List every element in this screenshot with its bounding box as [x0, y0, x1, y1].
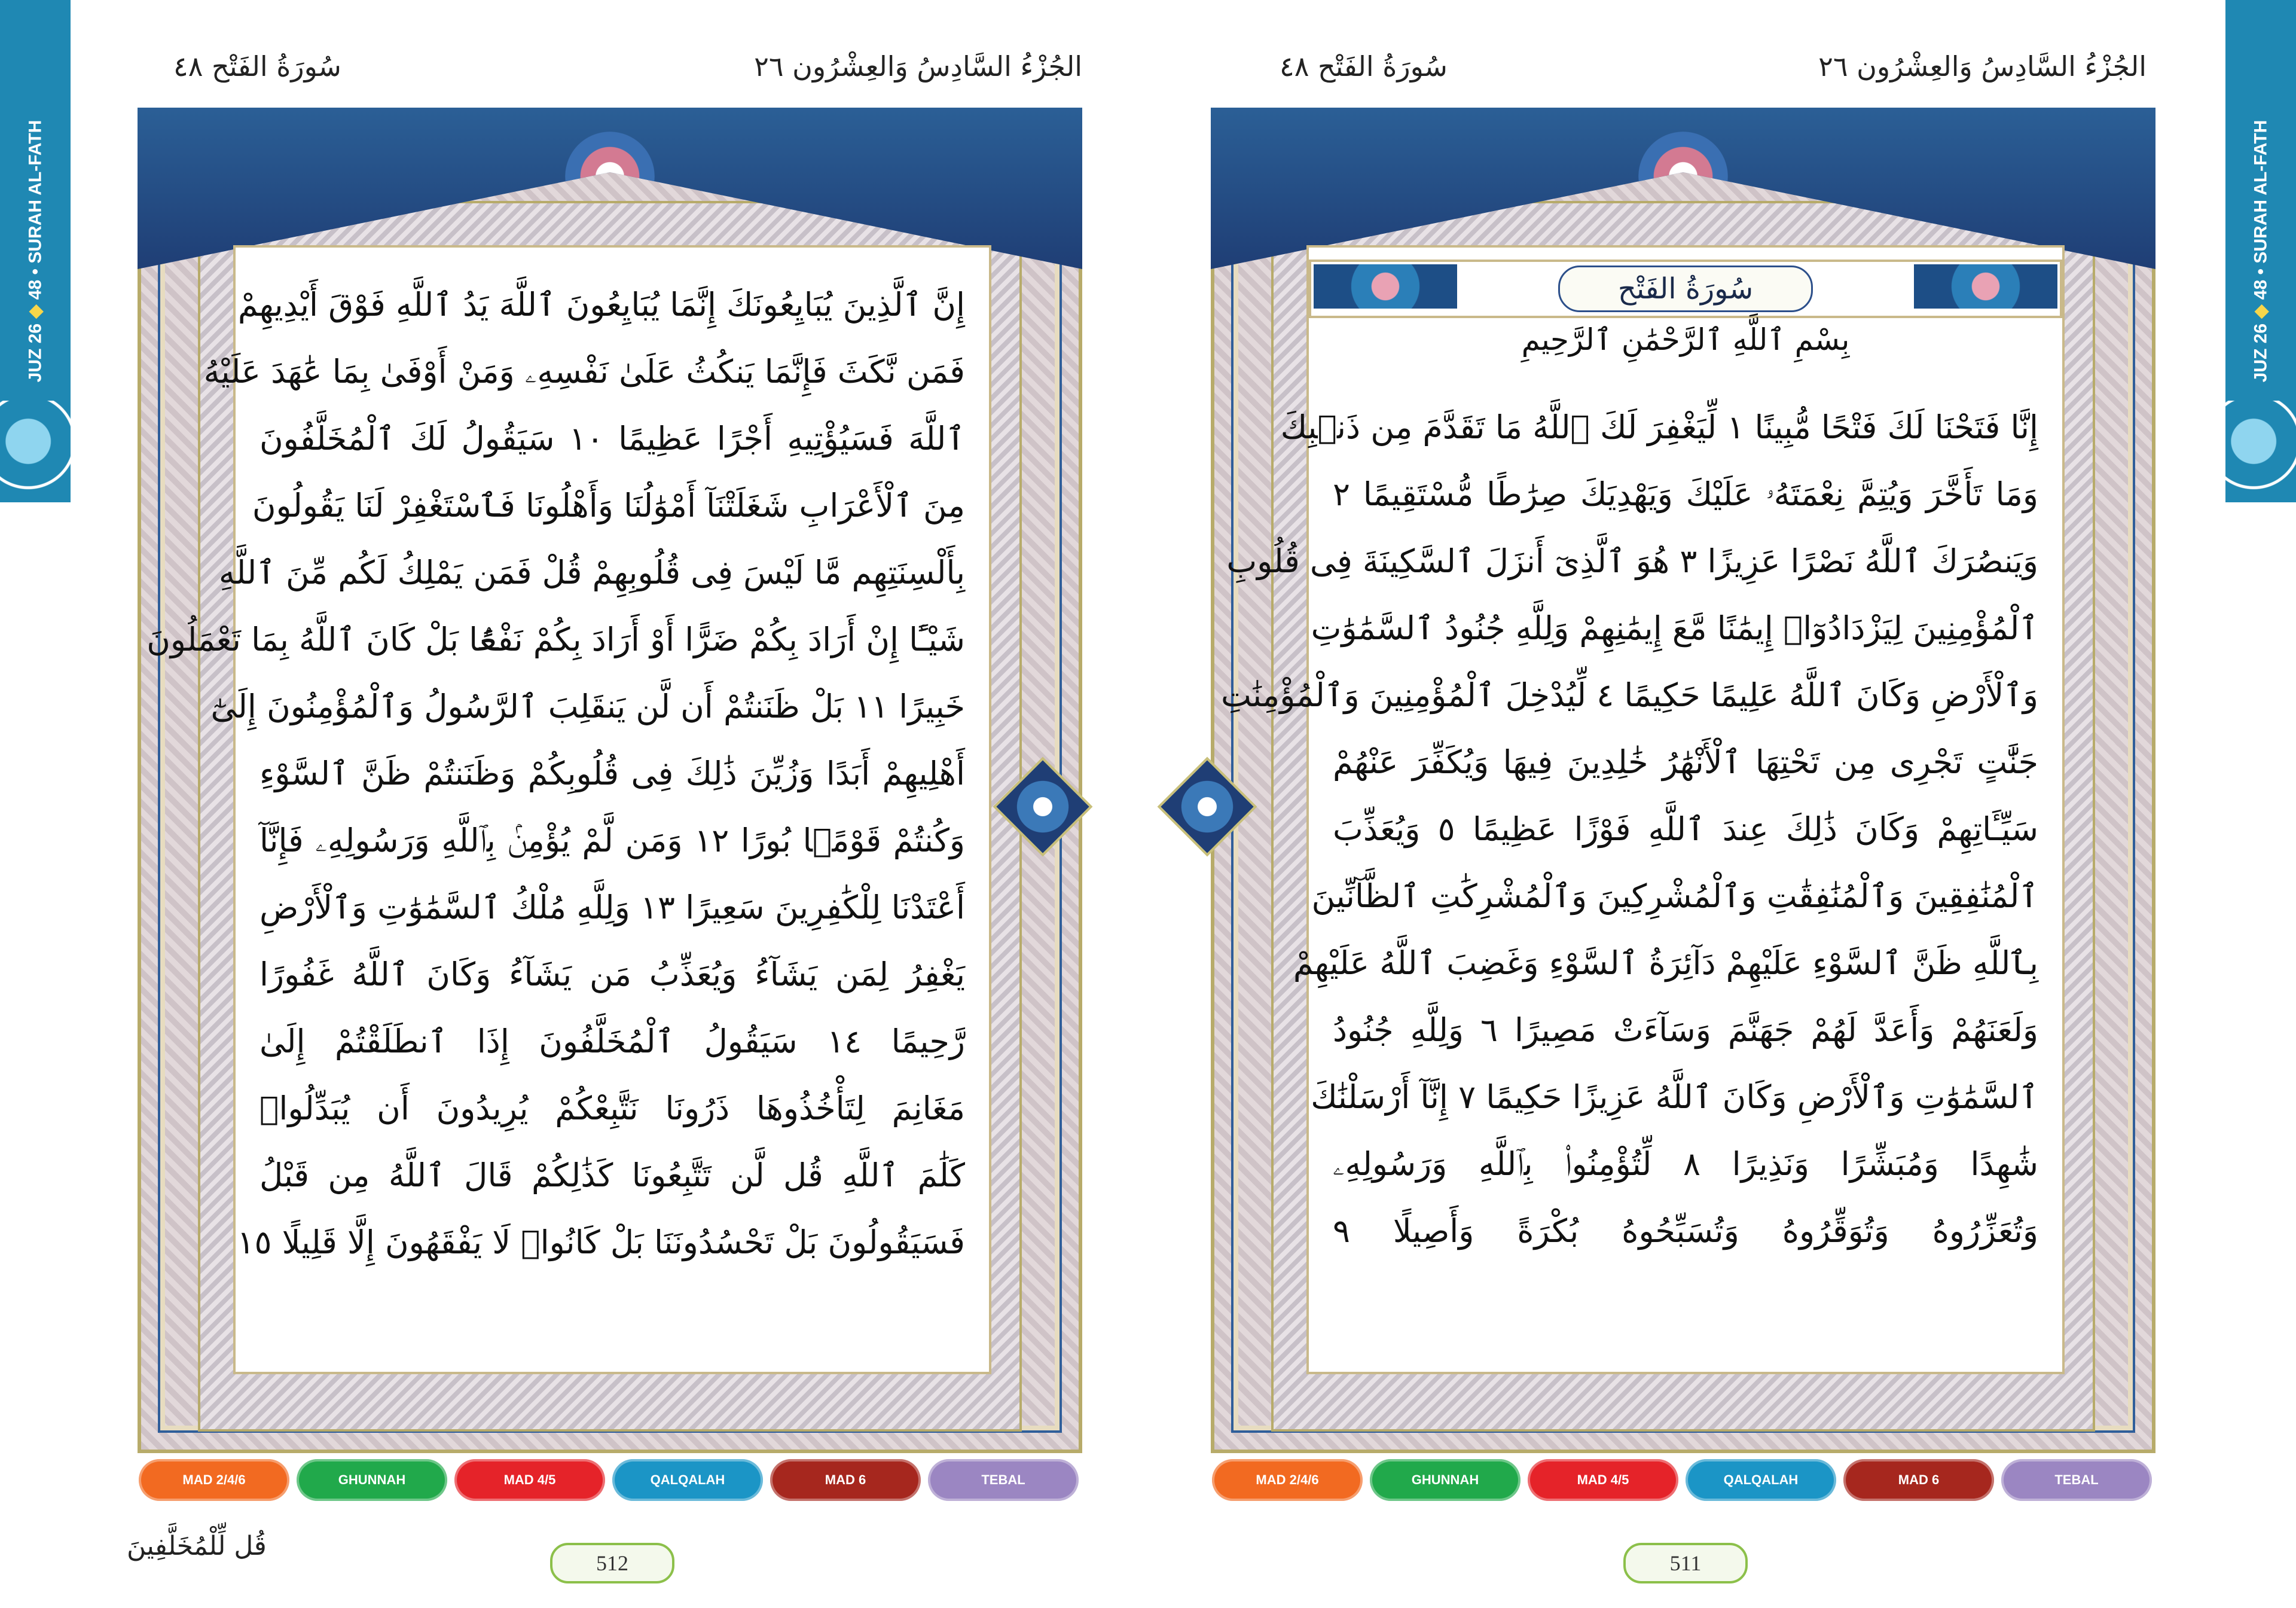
- verse-line: أَعْتَدْنَا لِلْكَٰفِرِينَ سَعِيرًا ١٣ وَلِلَّهِ مُلْكُ ٱلسَّمَٰوَٰتِ وَٱلْأَرْضِ: [259, 889, 965, 926]
- side-tab-juz: JUZ 26: [25, 323, 45, 383]
- right-page: [1148, 0, 2296, 1608]
- banner-ornament-icon: [1914, 264, 2057, 309]
- verse-line: وَيَنصُرَكَ ٱللَّهُ نَصْرًا عَزِيزًا ٣ هُوَ ٱلَّذِىٓ أَنزَلَ ٱلسَّكِينَةَ فِى قُلُوبِ: [1226, 542, 2038, 580]
- running-head-surah: سُورَةُ الفَتْح ٤٨: [1280, 50, 1448, 83]
- verse-line: أَهْلِيهِمْ أَبَدًا وَزُيِّنَ ذَٰلِكَ فِى قُلُوبِكُمْ وَظَنَنتُمْ ظَنَّ ٱلسَّوْءِ: [259, 755, 965, 792]
- side-tab-label: [2251, 120, 2271, 383]
- banner-ornament-icon: [1314, 264, 1457, 309]
- side-tab-surah-name: SURAH AL-FATH: [25, 120, 45, 264]
- verse-line: مِنَ ٱلْأَعْرَابِ شَغَلَتْنَآ أَمْوَٰلُنَا وَأَهْلُونَا فَٱسْتَغْفِرْ لَنَا يَقُولُونَ: [252, 487, 965, 524]
- verse-line: يَغْفِرُ لِمَن يَشَآءُ وَيُعَذِّبُ مَن يَشَآءُ وَكَانَ ٱللَّهُ غَفُورًا: [259, 956, 965, 993]
- legend-mad-6: MAD 6: [1843, 1459, 1994, 1501]
- quran-text-panel: [1220, 245, 2065, 1374]
- legend-mad-6: MAD 6: [770, 1459, 921, 1501]
- verse-line: وَكُنتُمْ قَوْمًۢا بُورًا ١٢ وَمَن لَّمْ يُؤْمِنۢ بِٱللَّهِ وَرَسُولِهِۦ فَإِنَّآ: [259, 822, 965, 859]
- verse-line: سَيِّـَٔاتِهِمْ وَكَانَ ذَٰلِكَ عِندَ ٱللَّهِ فَوْزًا عَظِيمًا ٥ وَيُعَذِّبَ: [1333, 810, 2038, 848]
- tajweed-legend: [139, 1459, 1079, 1501]
- verse-line: بِأَلْسِنَتِهِم مَّا لَيْسَ فِى قُلُوبِهِمْ قُلْ فَمَن يَمْلِكُ لَكُم مِّنَ ٱللَّهِ: [218, 554, 965, 591]
- verse-line: كَلَٰمَ ٱللَّهِ قُل لَّن تَتَّبِعُونَا كَذَٰلِكُمْ قَالَ ٱللَّهُ مِن قَبْلُ: [259, 1157, 965, 1194]
- verse-line: شَٰهِدًا وَمُبَشِّرًا وَنَذِيرًا ٨ لِّتُؤْمِنُوا۟ بِٱللَّهِ وَرَسُولِهِۦ: [1333, 1145, 2038, 1183]
- arabesque-ornament-icon: [0, 401, 71, 502]
- tajweed-legend: [1212, 1459, 2152, 1501]
- running-head-surah: سُورَةُ الفَتْح ٤٨: [173, 50, 341, 83]
- verse-line: وَمَا تَأَخَّرَ وَيُتِمَّ نِعْمَتَهُۥ عَلَيْكَ وَيَهْدِيَكَ صِرَٰطًا مُّسْتَقِيمًا ٢: [1333, 475, 2038, 513]
- legend-tebal: TEBAL: [928, 1459, 1079, 1501]
- side-tab-label: [25, 120, 46, 383]
- verse-lines: [1220, 376, 2062, 1372]
- verse-line: بِٱللَّهِ ظَنَّ ٱلسَّوْءِ عَلَيْهِمْ دَآئِرَةُ ٱلسَّوْءِ وَغَضِبَ ٱللَّهُ عَلَيْهِمْ: [1293, 944, 2038, 982]
- verse-line: ٱلْمُنَٰفِقِينَ وَٱلْمُنَٰفِقَٰتِ وَٱلْمُشْرِكِينَ وَٱلْمُشْرِكَٰتِ ٱلظَّآنِّينَ: [1311, 877, 2038, 915]
- legend-mad-45: MAD 4/5: [1528, 1459, 1678, 1501]
- surah-title-banner: [1309, 260, 2062, 318]
- legend-qalqalah: QALQALAH: [1686, 1459, 1836, 1501]
- side-tab-surah-number: 48: [2251, 279, 2271, 300]
- diamond-icon: ◆: [2251, 300, 2271, 319]
- side-tab-right[interactable]: [2225, 0, 2296, 502]
- side-tab-juz: JUZ 26: [2251, 323, 2271, 383]
- legend-tebal: TEBAL: [2001, 1459, 2152, 1501]
- verse-line: إِنَّا فَتَحْنَا لَكَ فَتْحًا مُّبِينًا ١ لِّيَغْفِرَ لَكَ ٱللَّهُ مَا تَقَدَّمَ مِن ذَنۢبِكَ: [1280, 408, 2038, 446]
- verse-line: رَّحِيمًا ١٤ سَيَقُولُ ٱلْمُخَلَّفُونَ إِذَا ٱنطَلَقْتُمْ إِلَىٰ: [259, 1023, 966, 1060]
- legend-ghunnah: GHUNNAH: [297, 1459, 447, 1501]
- arabesque-ornament-icon: [2225, 401, 2296, 502]
- page-number: 511: [1623, 1543, 1748, 1583]
- running-head-juz: الجُزْءُ السَّادِسُ وَالعِشْرُون ٢٦: [1818, 50, 2147, 83]
- verse-line: إِنَّ ٱلَّذِينَ يُبَايِعُونَكَ إِنَّمَا يُبَايِعُونَ ٱللَّهَ يَدُ ٱللَّهِ فَوْقَ أَيْدِيهِمْ: [237, 286, 965, 324]
- diamond-icon: ◆: [25, 300, 45, 319]
- verse-line: ٱلْمُؤْمِنِينَ لِيَزْدَادُوٓا۟ إِيمَٰنًا مَّعَ إِيمَٰنِهِمْ وَلِلَّهِ جُنُودُ ٱلسَّمَٰوَٰتِ: [1311, 609, 2038, 647]
- surah-title: سُورَةُ الفَتْح: [1558, 266, 1813, 312]
- legend-mad-45: MAD 4/5: [454, 1459, 605, 1501]
- side-tab-surah-name: SURAH AL-FATH: [2251, 120, 2271, 264]
- quran-text-panel: [146, 245, 991, 1374]
- verse-line: خَبِيرًا ١١ بَلْ ظَنَنتُمْ أَن لَّن يَنقَلِبَ ٱلرَّسُولُ وَٱلْمُؤْمِنُونَ إِلَىٰٓ: [210, 688, 965, 725]
- verse-line: وَتُعَزِّرُوهُ وَتُوَقِّرُوهُ وَتُسَبِّحُوهُ بُكْرَةً وَأَصِيلًا ٩: [1333, 1212, 2038, 1250]
- verse-line: وَٱلْأَرْضِ وَكَانَ ٱللَّهُ عَلِيمًا حَكِيمًا ٤ لِّيُدْخِلَ ٱلْمُؤْمِنِينَ وَٱلْمُؤْمِنَٰتِ: [1220, 676, 2038, 714]
- verse-line: شَيْـًٔا إِنْ أَرَادَ بِكُمْ ضَرًّا أَوْ أَرَادَ بِكُمْ نَفْعًۢا بَلْ كَانَ ٱللَّهُ بِمَا تَعْمَلُونَ: [146, 621, 965, 658]
- verse-line: ٱلسَّمَٰوَٰتِ وَٱلْأَرْضِ وَكَانَ ٱللَّهُ عَزِيزًا حَكِيمًا ٧ إِنَّآ أَرْسَلْنَٰكَ: [1311, 1078, 2038, 1116]
- verse-line: فَمَن نَّكَثَ فَإِنَّمَا يَنكُثُ عَلَىٰ نَفْسِهِۦ وَمَنْ أَوْفَىٰ بِمَا عَٰهَدَ عَلَيْهُ: [203, 353, 965, 390]
- side-tab-separator: •: [25, 268, 45, 275]
- side-tab-surah-number: 48: [25, 279, 45, 300]
- verse-line: فَسَيَقُولُونَ بَلْ تَحْسُدُونَنَا بَلْ كَانُوا۟ لَا يَفْقَهُونَ إِلَّا قَلِيلًا ١٥: [237, 1223, 965, 1261]
- legend-mad-246: MAD 2/4/6: [139, 1459, 289, 1501]
- page-number: 512: [550, 1543, 674, 1583]
- side-tab-left[interactable]: [0, 0, 71, 502]
- verse-line: مَغَانِمَ لِتَأْخُذُوهَا ذَرُونَا نَتَّبِعْكُمْ يُرِيدُونَ أَن يُبَدِّلُوا۟: [259, 1090, 965, 1127]
- legend-mad-246: MAD 2/4/6: [1212, 1459, 1363, 1501]
- legend-ghunnah: GHUNNAH: [1370, 1459, 1521, 1501]
- running-head-juz: الجُزْءُ السَّادِسُ وَالعِشْرُون ٢٦: [754, 50, 1082, 83]
- verse-line: وَلَعَنَهُمْ وَأَعَدَّ لَهُمْ جَهَنَّمَ وَسَآءَتْ مَصِيرًا ٦ وَلِلَّهِ جُنُودُ: [1333, 1011, 2038, 1049]
- side-tab-separator: •: [2251, 268, 2271, 275]
- verse-line: ٱللَّهَ فَسَيُؤْتِيهِ أَجْرًا عَظِيمًا ١٠ سَيَقُولُ لَكَ ٱلْمُخَلَّفُونَ: [259, 420, 966, 457]
- verse-line: جَنَّٰتٍ تَجْرِى مِن تَحْتِهَا ٱلْأَنْهَٰرُ خَٰلِدِينَ فِيهَا وَيُكَفِّرَ عَنْهُمْ: [1333, 743, 2038, 781]
- catchword: قُل لِّلْمُخَلَّفِينَ: [127, 1531, 267, 1561]
- verse-lines: [146, 248, 989, 1372]
- basmala: بِسْمِ ٱللَّهِ ٱلرَّحْمَٰنِ ٱلرَّحِيمِ: [1521, 322, 1850, 357]
- legend-qalqalah: QALQALAH: [612, 1459, 763, 1501]
